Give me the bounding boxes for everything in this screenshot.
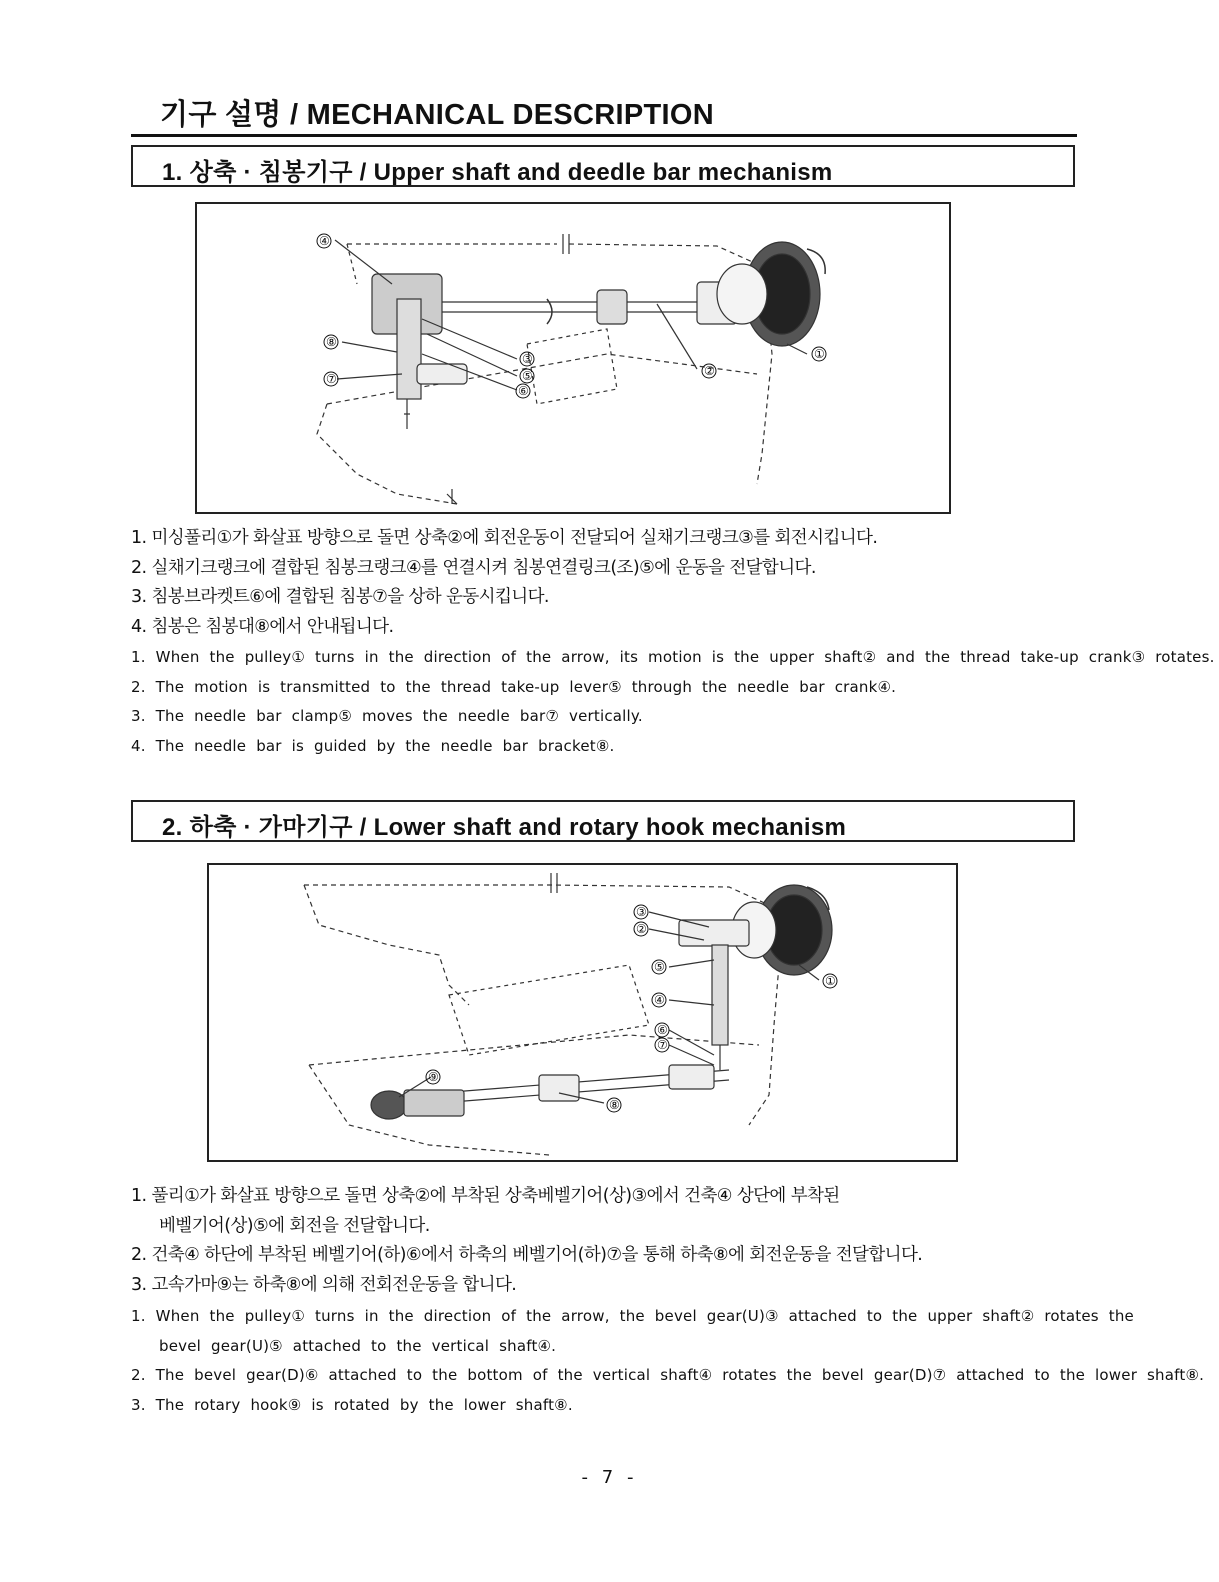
callout-7-lower: ⑦ — [657, 1038, 668, 1052]
list-item — [131, 1332, 1081, 1362]
figure-upper-shaft — [195, 202, 951, 514]
page-title: 기구 설명 / MECHANICAL DESCRIPTION — [160, 99, 714, 131]
callout-1-upper: ① — [814, 347, 825, 361]
callout-4-lower: ④ — [654, 993, 665, 1007]
list-item: 2. 건축④ 하단에 부착된 베벨기어(하)⑥에서 하축의 베벨기어(하)⑦을 통해 하축⑧에 회전운동을 전달합니다. — [131, 1245, 923, 1265]
section-1-heading: 1. 상축 · 침봉기구 / Upper shaft and deedle bar mechanism — [162, 159, 833, 186]
list-item: 1. When the pulley① turns in the direction of the arrow, its motion is the upper shaft② and the thread take-up crank③ rotates. — [131, 648, 1215, 666]
list-item: 4. 침봉은 침봉대⑧에서 안내됩니다. — [131, 616, 394, 637]
list-item: 2. The bevel gear(D)⑥ attached to the bottom of the vertical shaft④ rotates the bevel gear(D)⑦ attached to the lower shaft⑧. — [131, 1366, 1205, 1384]
callout-4-upper: ④ — [319, 234, 330, 248]
list-item: 1. When the pulley① turns in the direction of the arrow, the bevel gear(U)③ attached to the upper shaft② rotates the — [131, 1307, 1134, 1325]
callout-3-lower: ③ — [636, 905, 647, 919]
section-2-english-list — [131, 1302, 1205, 1420]
section-1-english-list — [131, 643, 1215, 761]
list-item-continuation: 베벨기어(상)⑤에 회전을 전달합니다. — [159, 1215, 430, 1236]
list-item-continuation: bevel gear(U)⑤ attached to the vertical shaft④. — [159, 1336, 557, 1355]
lower-shaft-diagram — [209, 865, 956, 1160]
list-item: 3. 고속가마⑨는 하축⑧에 의해 전회전운동을 합니다. — [131, 1274, 517, 1295]
list-item: 3. 침봉브라켓트⑥에 결합된 침봉⑦을 상하 운동시킵니다. — [131, 587, 549, 607]
figure-lower-shaft — [207, 863, 958, 1162]
section-1-korean-list — [131, 524, 1081, 642]
title-rule — [131, 134, 1077, 137]
callout-6-lower: ⑥ — [657, 1023, 668, 1037]
callout-2-lower: ② — [636, 922, 647, 936]
list-item — [131, 1212, 1081, 1242]
callout-8-lower: ⑧ — [609, 1098, 620, 1112]
list-item: 1. 풀리①가 화살표 방향으로 돌면 상축②에 부착된 상축베벨기어(상)③에서 건축④ 상단에 부착된 — [131, 1186, 840, 1206]
callout-6-upper: ⑥ — [518, 384, 529, 398]
callout-8-upper: ⑧ — [326, 335, 337, 349]
list-item: 1. 미싱풀리①가 화살표 방향으로 돌면 상축②에 회전운동이 전달되어 실채기크랭크③를 회전시킵니다. — [131, 528, 878, 548]
callout-2-upper: ② — [704, 364, 715, 378]
list-item: 3. The rotary hook⑨ is rotated by the lower shaft⑧. — [131, 1395, 573, 1414]
list-item: 2. The motion is transmitted to the thread take-up lever⑤ through the needle bar crank④. — [131, 677, 897, 696]
section-1-heading-box — [131, 145, 1075, 187]
callout-1-lower: ① — [825, 974, 836, 988]
callout-9-lower: ⑨ — [428, 1070, 439, 1084]
callout-5-upper: ⑤ — [522, 369, 533, 383]
callout-3-upper: ③ — [522, 352, 533, 366]
upper-shaft-diagram — [197, 204, 949, 512]
page-number: - 7 - — [581, 1467, 638, 1488]
list-item: 2. 실채기크랭크에 결합된 침봉크랭크④를 연결시켜 침봉연결링크(조)⑤에 운동을 전달합니다. — [131, 557, 816, 578]
section-2-korean-list — [131, 1182, 1081, 1300]
section-2-heading-box — [131, 800, 1075, 842]
section-2-heading: 2. 하축 · 가마기구 / Lower shaft and rotary hook mechanism — [162, 814, 847, 841]
list-item: 4. The needle bar is guided by the needle bar bracket⑧. — [131, 736, 615, 755]
callout-5-lower: ⑤ — [654, 960, 665, 974]
callout-7-upper: ⑦ — [326, 372, 337, 386]
list-item: 3. The needle bar clamp⑤ moves the needle bar⑦ vertically. — [131, 707, 643, 725]
